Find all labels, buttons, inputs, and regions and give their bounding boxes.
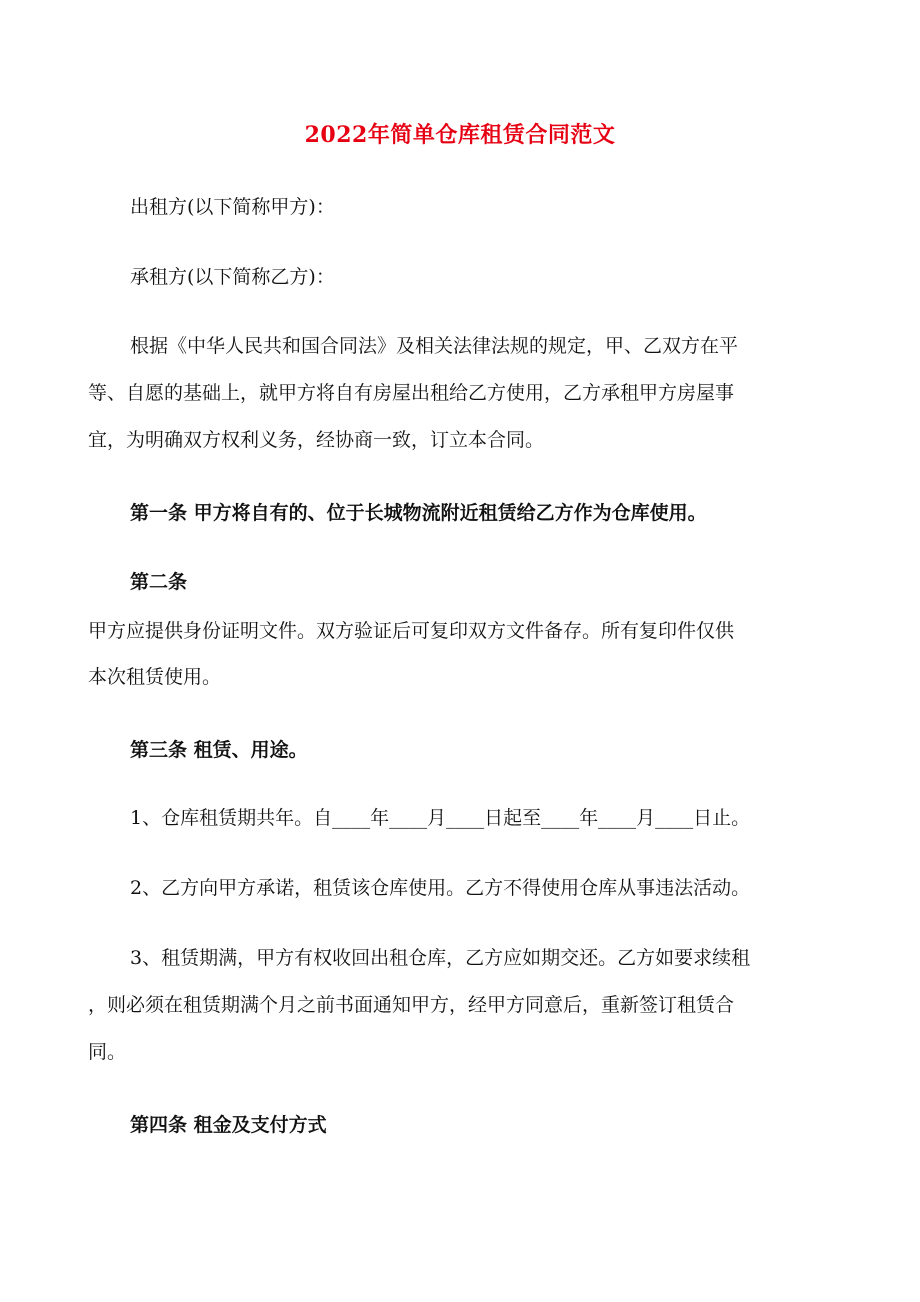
lessor-line: 出租方(以下简称甲方)： [130,196,335,218]
article-4-heading: 第四条 租金及支付方式 [130,1114,327,1136]
clause-3-line-2: ，则必须在租赁期满个月之前书面通知甲方，经甲方同意后，重新签订租赁合 [88,994,735,1016]
article-1: 第一条 甲方将自有的、位于长城物流附近租赁给乙方作为仓库使用。 [130,502,707,524]
preamble-line-2: 等、自愿的基础上，就甲方将自有房屋出租给乙方使用，乙方承租甲方房屋事 [88,382,735,404]
clause-2: 2、乙方向甲方承诺，租赁该仓库使用。乙方不得使用仓库从事违法活动。 [130,877,751,899]
clause-3-line-1: 3、租赁期满，甲方有权收回出租仓库，乙方应如期交还。乙方如要求续租 [130,947,751,969]
article-2-heading: 第二条 [130,571,188,593]
document-title: 2022年简单仓库租赁合同范文 [304,122,616,148]
preamble-line-3: 宜，为明确双方权利义务，经协商一致，订立本合同。 [88,429,545,451]
clause-1: 1、仓库租赁期共年。自____年____月____日起至____年____月____日止。 [130,807,751,829]
preamble-line-1: 根据《中华人民共和国合同法》及相关法律法规的规定，甲、乙双方在平 [130,335,739,357]
clause-3-line-3: 同。 [88,1041,127,1063]
lessee-line: 承租方(以下简称乙方)： [130,266,335,288]
article-2-line-1: 甲方应提供身份证明文件。双方验证后可复印双方文件备存。所有复印件仅供 [88,620,735,642]
article-2-line-2: 本次租赁使用。 [88,666,222,688]
article-3-heading: 第三条 租赁、用途。 [130,739,308,761]
